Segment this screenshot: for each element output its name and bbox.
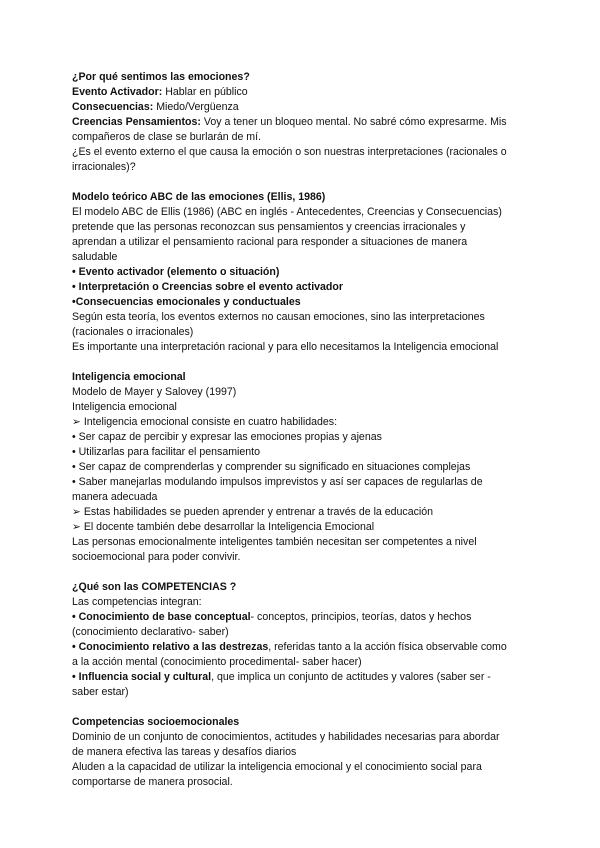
spacer	[72, 565, 540, 580]
paragraph-line: El modelo ABC de Ellis (1986) (ABC en inglés - Antecedentes, Creencias y Consecuencias)	[72, 206, 502, 218]
bullet-item: •Consecuencias emocionales y conductuales	[72, 296, 301, 308]
text-line: manera adecuada	[72, 491, 158, 503]
bullet-item: • Ser capaz de percibir y expresar las emociones propias y ajenas	[72, 431, 382, 443]
arrow-item: ➢ Estas habilidades se pueden aprender y entrenar a través de la educación	[72, 506, 434, 518]
bullet-rest: - conceptos, principios, teorías, datos y hechos	[250, 611, 472, 623]
section-title-socioemocionales: Competencias socioemocionales	[72, 716, 240, 728]
paragraph-line: saludable	[72, 251, 118, 263]
text-line: socioemocional para poder convivir.	[72, 551, 241, 563]
consecuencias-label: Consecuencias:	[72, 101, 154, 113]
bullet-item: • Evento activador (elemento o situación)	[72, 266, 280, 278]
bullet-item: • Utilizarlas para facilitar el pensamiento	[72, 446, 261, 458]
bullet-bold: • Influencia social y cultural	[72, 671, 212, 683]
creencias-label: Creencias Pensamientos:	[72, 116, 201, 128]
section-title-inteligencia: Inteligencia emocional	[72, 371, 186, 383]
text-line: Dominio de un conjunto de conocimientos, actitudes y habilidades necesarias para abordar	[72, 731, 500, 743]
bullet-rest: , referidas tanto a la acción física observable como	[268, 641, 507, 653]
bullet-item: • Interpretación o Creencias sobre el evento activador	[72, 281, 343, 293]
evento-activador-line	[72, 85, 540, 100]
spacer	[72, 175, 540, 190]
text-line: Las personas emocionalmente inteligentes también necesitan ser competentes a nivel	[72, 536, 477, 548]
bullet-item	[72, 640, 540, 655]
text-line: (conocimiento declarativo- saber)	[72, 626, 229, 638]
question-line-1: ¿Es el evento externo el que causa la emoción o son nuestras interpretaciones (racionales o	[72, 146, 507, 158]
arrow-item: ➢ El docente también debe desarrollar la Inteligencia Emocional	[72, 521, 375, 533]
bullet-bold: • Conocimiento de base conceptual	[72, 611, 251, 623]
section-title-competencias: ¿Qué son las COMPETENCIAS ?	[72, 581, 237, 593]
text-line: comportarse de manera prosocial.	[72, 776, 233, 788]
text-line: saber estar)	[72, 686, 129, 698]
text-line: Inteligencia emocional	[72, 401, 177, 413]
section-title-modelo-abc: Modelo teórico ABC de las emociones (Ellis, 1986)	[72, 191, 326, 203]
text-line: Modelo de Mayer y Salovey (1997)	[72, 386, 237, 398]
consecuencias-value: Miedo/Vergüenza	[153, 101, 239, 113]
paragraph-line: aprendan a utilizar el pensamiento racional para responder a situaciones de manera	[72, 236, 468, 248]
creencias-value: Voy a tener un bloqueo mental. No sabré cómo expresarme. Mis	[200, 116, 507, 128]
text-line: de manera efectiva las tareas y desafíos diarios	[72, 746, 297, 758]
text-line: Las competencias integran:	[72, 596, 202, 608]
bullet-bold: • Conocimiento relativo a las destrezas	[72, 641, 269, 653]
bullet-rest: , que implica un conjunto de actitudes y valores (saber ser -	[211, 671, 491, 683]
spacer	[72, 700, 540, 715]
bullet-item: • Ser capaz de comprenderlas y comprender su significado en situaciones complejas	[72, 461, 471, 473]
question-line-2: irracionales)?	[72, 161, 136, 173]
text-line: a la acción mental (conocimiento procedimental- saber hacer)	[72, 656, 362, 668]
creencias-continuation: compañeros de clase se burlarán de mí.	[72, 131, 262, 143]
bullet-item	[72, 610, 540, 625]
paragraph-line: Es importante una interpretación racional y para ello necesitamos la Inteligencia emocional	[72, 341, 499, 353]
bullet-item: • Saber manejarlas modulando impulsos imprevistos y así ser capaces de regularlas de	[72, 476, 483, 488]
evento-label: Evento Activador:	[72, 86, 163, 98]
paragraph-line: (racionales o irracionales)	[72, 326, 194, 338]
spacer	[72, 355, 540, 370]
evento-value: Hablar en público	[162, 86, 248, 98]
section-title-emociones: ¿Por qué sentimos las emociones?	[72, 71, 250, 83]
paragraph-line: pretende que las personas reconozcan sus pensamientos y creencias irracionales y	[72, 221, 466, 233]
bullet-item	[72, 670, 540, 685]
paragraph-line: Según esta teoría, los eventos externos no causan emociones, sino las interpretaciones	[72, 311, 485, 323]
creencias-line	[72, 115, 540, 130]
text-line: Aluden a la capacidad de utilizar la inteligencia emocional y el conocimiento social para	[72, 761, 482, 773]
arrow-item: ➢ Inteligencia emocional consiste en cuatro habilidades:	[72, 416, 338, 428]
consecuencias-line	[72, 100, 540, 115]
